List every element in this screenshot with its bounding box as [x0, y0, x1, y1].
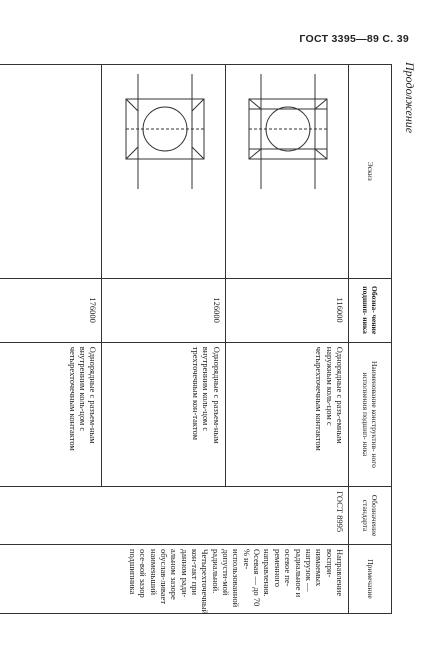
designation-126000: 126000: [102, 278, 225, 342]
sketch-176000: [0, 65, 102, 279]
bearing-sketch-116000-icon: [231, 69, 345, 194]
col-designation-header: Обозна- чение подшип- ника: [349, 278, 392, 342]
col-name-header: Наименование конструктив- ного исполнения подшип- ника: [349, 342, 392, 486]
bearing-table: [0, 64, 392, 614]
col-sketch-header: Эскиз: [349, 65, 392, 279]
page-header: ГОСТ 3395—89 С. 39: [299, 33, 409, 45]
note-cell: Направление воспри-нимаемых нагрузок — радиальное и осевое пе-ременного направления. Осевая — до 70 % не-использованной допусти-мой радиальной. Четырехточечный кон-такт при данном ради-альном зазоре обуслав-ливает наименьший осе-вой зазор подшипника: [0, 544, 349, 613]
bearing-sketch-126000-icon: [108, 69, 222, 194]
sketch-126000: [102, 65, 225, 279]
name-176000: Однорядные с разъем-ным внутренним коль-цом с четырехточечным контактом: [0, 342, 102, 486]
rotated-table-wrapper: [50, 64, 392, 614]
col-standard-header: Обозначение стандарта: [349, 487, 392, 545]
standard-cell: ГОСТ 8995: [0, 487, 349, 545]
continuation-label: Продолжение: [403, 62, 417, 134]
col-note-header: Примечание: [349, 544, 392, 613]
table-header-row: [349, 65, 392, 614]
designation-176000: 176000: [0, 278, 102, 342]
name-126000: Однорядные с разъем-ным внутренним коль-цом с трехточечным кон-тактом: [102, 342, 225, 486]
name-116000: Однорядные с разъ-емным наружным коль-цом с четырехточечным контактом: [225, 342, 348, 486]
designation-116000: 116000: [225, 278, 348, 342]
table-row: [225, 65, 348, 614]
sketch-116000: [225, 65, 348, 279]
